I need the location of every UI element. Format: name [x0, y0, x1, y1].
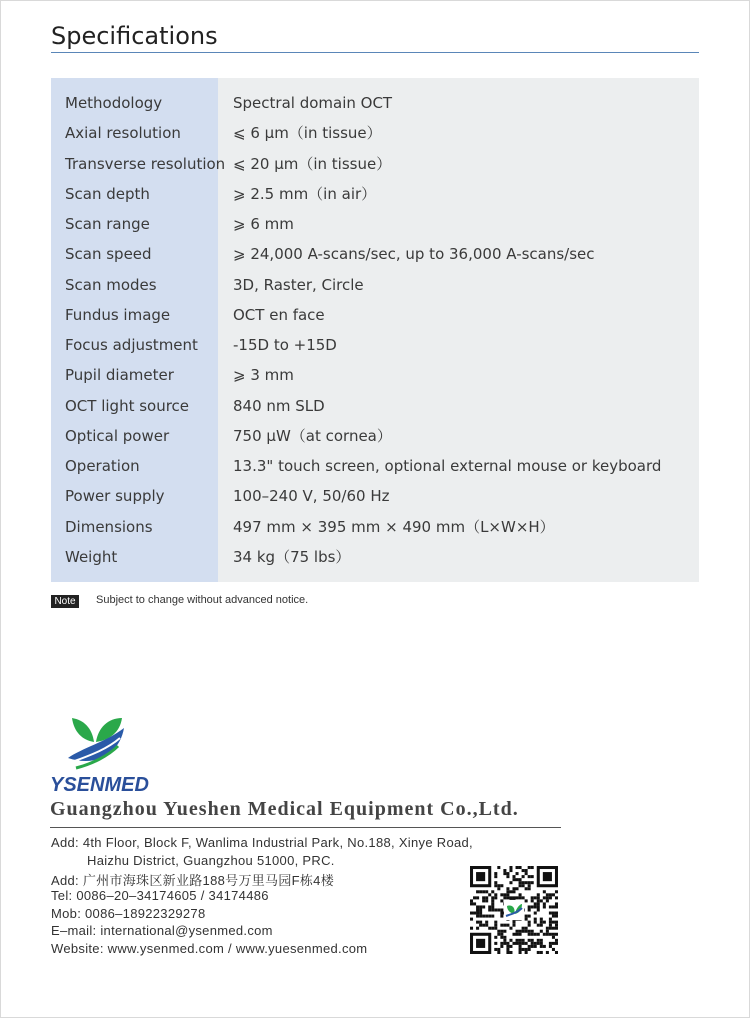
spec-row [51, 421, 699, 451]
spec-label: Scan modes [65, 275, 157, 294]
spec-value: OCT en face [233, 305, 325, 324]
spec-value: 13.3" touch screen, optional external mouse or keyboard [233, 457, 662, 475]
address-chinese: Add: 广州市海珠区新业路188号万里马园F栋4楼 [51, 873, 335, 888]
spec-row [51, 360, 699, 390]
brand-logo-text: YSENMED [50, 774, 149, 796]
website: Website: www.ysenmed.com / www.yuesenmed.com [51, 941, 368, 956]
spec-label: Optical power [65, 426, 170, 445]
spec-value: Spectral domain OCT [233, 94, 393, 112]
spec-label: OCT light source [65, 396, 190, 415]
spec-row [51, 118, 699, 148]
qr-code-icon [470, 866, 558, 954]
spec-label: Operation [65, 457, 140, 475]
spec-row [51, 88, 699, 118]
note-badge: Note [51, 595, 79, 608]
spec-row [51, 330, 699, 360]
spec-value: -15D to +15D [233, 336, 337, 354]
spec-label: Scan speed [65, 245, 152, 264]
spec-row [51, 391, 699, 421]
spec-row [51, 512, 699, 542]
spec-value: 750 μW（at cornea） [233, 426, 392, 445]
company-divider [50, 827, 561, 828]
spec-value: 497 mm × 395 mm × 490 mm（L×W×H） [233, 517, 555, 536]
spec-value: 100–240 V, 50/60 Hz [233, 487, 390, 506]
spec-row [51, 149, 699, 179]
spec-value: ⩾ 2.5 mm（in air） [233, 184, 377, 203]
spec-value: 840 nm SLD [233, 396, 325, 415]
spec-label: Axial resolution [65, 124, 181, 143]
spec-label: Scan range [65, 215, 150, 233]
spec-label: Scan depth [65, 184, 150, 203]
spec-row [51, 179, 699, 209]
spec-row [51, 239, 699, 269]
spec-label: Fundus image [65, 305, 171, 324]
spec-value: 34 kg（75 lbs） [233, 547, 351, 566]
spec-row [51, 451, 699, 481]
company-name: Guangzhou Yueshen Medical Equipment Co.,Ltd. [50, 798, 519, 820]
address-english-line-2: Haizhu District, Guangzhou 51000, PRC. [87, 853, 335, 868]
spec-row [51, 270, 699, 300]
spec-label: Pupil diameter [65, 366, 174, 385]
spec-row [51, 209, 699, 239]
page-title: Specifications [51, 22, 218, 50]
spec-label: Weight [65, 547, 118, 566]
spec-label: Power supply [65, 487, 165, 506]
spec-value: ⩾ 6 mm [233, 215, 294, 233]
spec-label: Focus adjustment [65, 336, 198, 354]
spec-value: ⩾ 3 mm [233, 366, 294, 385]
spec-value: 3D, Raster, Circle [233, 275, 364, 294]
spec-row [51, 481, 699, 511]
telephone: Tel: 0086–20–34174605 / 34174486 [51, 888, 269, 903]
title-divider [51, 52, 699, 53]
mobile: Mob: 0086–18922329278 [51, 906, 206, 921]
spec-value: ⩽ 20 μm（in tissue） [233, 154, 392, 173]
spec-row [51, 300, 699, 330]
spec-value: ⩽ 6 μm（in tissue） [233, 124, 382, 143]
note-text: Subject to change without advanced notice. [96, 594, 309, 606]
spec-label: Transverse resolution [65, 154, 226, 173]
spec-row [51, 542, 699, 572]
spec-label: Dimensions [65, 517, 153, 536]
email: E–mail: international@ysenmed.com [51, 923, 273, 938]
address-english-line-1: Add: 4th Floor, Block F, Wanlima Industrial Park, No.188, Xinye Road, [51, 835, 473, 850]
ysenmed-logo-icon [62, 712, 128, 774]
spec-label: Methodology [65, 94, 163, 112]
specifications-table [51, 78, 699, 582]
spec-value: ⩾ 24,000 A-scans/sec, up to 36,000 A-scans/sec [233, 245, 595, 264]
